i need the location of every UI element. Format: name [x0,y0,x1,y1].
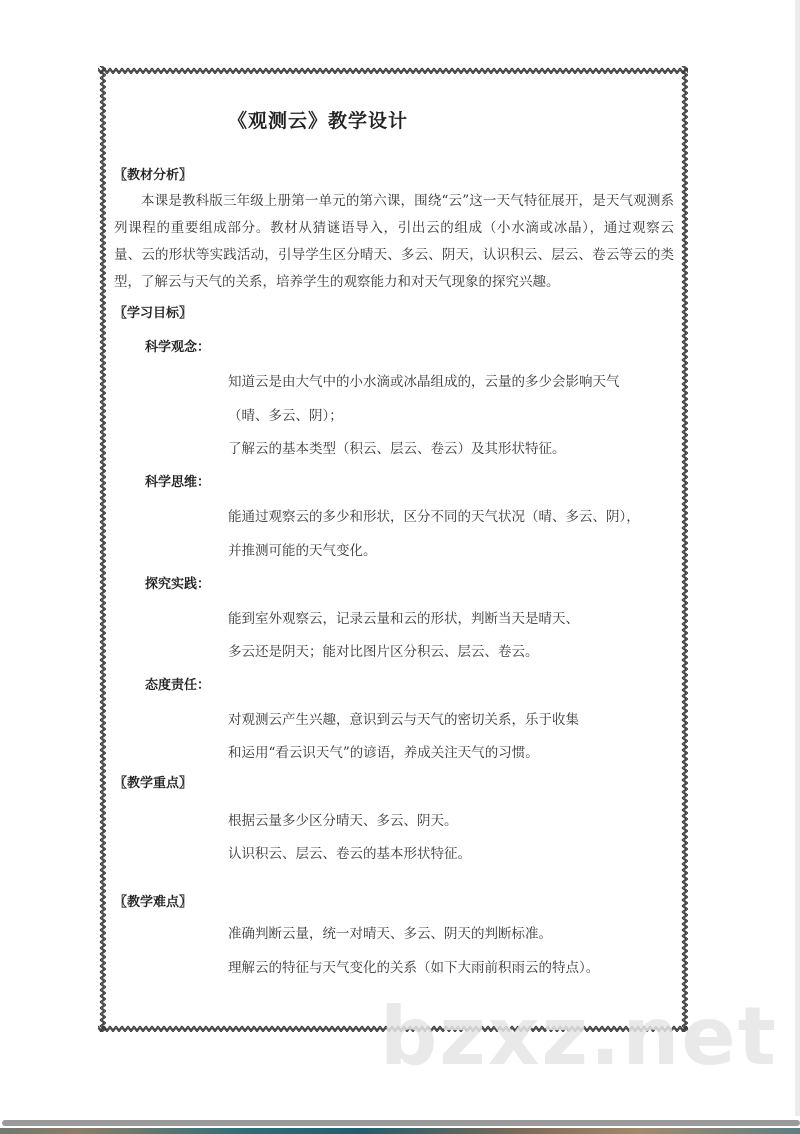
watermark-text: bzxz.net [380,990,778,1083]
section-heading-objectives: 〖学习目标〗 [114,306,193,321]
objective-line: 并推测可能的天气变化。 [228,543,377,559]
section-heading-difficulties: 〖教学难点〗 [114,895,193,910]
page-right-edge [795,0,800,1116]
key-point-line: 根据云量多少区分晴天、多云、阴天。 [228,813,458,829]
frame-top-border [98,66,688,74]
difficulty-line: 准确判断云量，统一对晴天、多云、阴天的判断标准。 [228,926,552,942]
difficulty-line: 理解云的特征与天气变化的关系（如下大雨前积雨云的特点）。 [228,960,600,976]
objective-line: （晴、多云、阴）； [228,408,343,424]
objective-label-attitude: 态度责任： [145,678,211,693]
background-image-strip [0,1128,800,1134]
key-point-line: 认识积云、层云、卷云的基本形状特征。 [228,846,471,862]
objective-label-practice: 探究实践： [145,577,211,592]
objective-line: 对观测云产生兴趣，意识到云与天气的密切关系，乐于收集 [228,712,579,728]
frame-left-border [98,66,106,1032]
objective-label-concept: 科学观念： [145,340,211,355]
document-title: 《观测云》教学设计 [228,110,409,132]
objective-line: 了解云的基本类型（积云、层云、卷云）及其形状特征。 [228,441,566,457]
analysis-paragraph: 本课是教科版三年级上册第一单元的第六课，围绕“云”这一天气特征展开，是天气观测系列课程的重要组成部分。教材从猜谜语导入，引出云的组成（小水滴或冰晶），通过观察云量、云的形状等实践活动，引导学生区分晴天、多云、阴天，认识积云、层云、卷云等云的类型，了解云与天气的关系，培养学生的观察能力和对天气现象的探究兴趣。 [114,193,674,290]
objective-line: 和运用“看云识天气”的谚语，养成关注天气的习惯。 [228,745,539,761]
section-heading-analysis: 〖教材分析〗 [114,168,193,183]
objective-line: 知道云是由大气中的小水滴或冰晶组成的，云量的多少会影响天气 [228,374,620,390]
frame-right-border [680,66,688,1032]
objective-label-thinking: 科学思维： [145,475,211,490]
objective-line: 能通过观察云的多少和形状，区分不同的天气状况（晴、多云、阴）， [228,509,640,525]
objective-line: 能到室外观察云，记录云量和云的形状，判断当天是晴天、 [228,611,579,627]
decorative-zigzag-frame [98,66,688,1032]
section-heading-key-points: 〖教学重点〗 [114,776,193,791]
scrollbar-thumb[interactable] [2,1120,800,1126]
objective-line: 多云还是阴天；能对比图片区分积云、层云、卷云。 [228,644,539,660]
horizontal-scrollbar[interactable] [0,1119,800,1127]
